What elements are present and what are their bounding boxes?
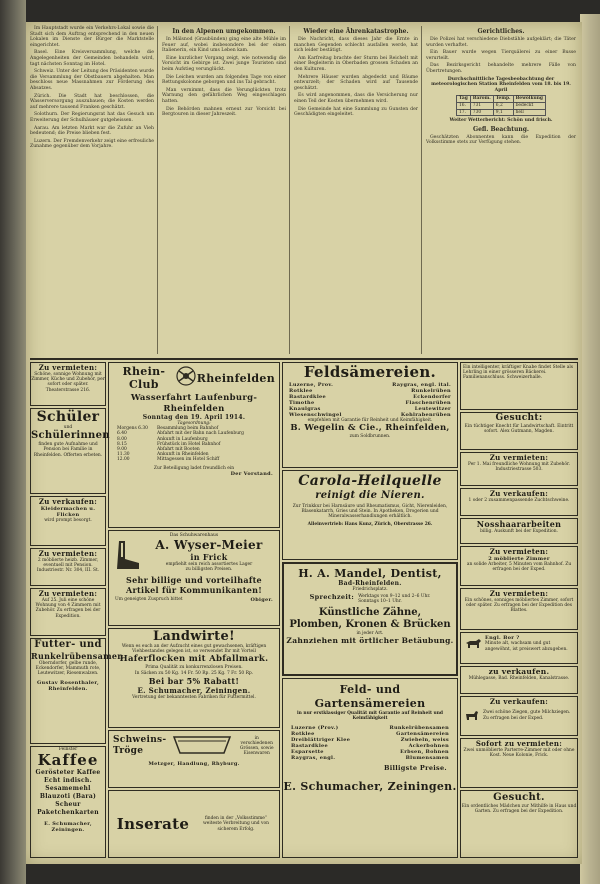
ad-text: wird prompt besorgt. [44,518,92,523]
schedule-time: Morgens 6.30 [117,426,148,432]
ad-vermieten-r3 [460,588,578,630]
trough-icon [172,733,232,759]
article-paragraph: In Mälsnod (Graubünden) ging eine alte Mühle im Feuer auf, wobei insbesondere bei der einen Italienerin, ein Kind ums Leben kam. [162,37,286,54]
article-column-3 [294,26,418,354]
column-divider [289,26,290,354]
ad-schueler [30,408,110,494]
ad-title: Kaffee [37,751,99,770]
ad-vermieten-1 [30,362,106,406]
weather-report: Weiter Wetterbericht: Schön und frisch. [449,118,553,124]
ad-kaffee [30,746,106,858]
ad-lehrling [460,362,578,410]
ad-text: empfehlen mit Garantie für Reinheit und Keimfähigkeit. [307,418,433,423]
ad-subtitle: 2 möblierte Zimmer [488,556,550,562]
ad-subtitle: und [63,425,73,430]
ad-text: Zwei unmöblierte Parterre-Zimmer mit oder ohne Kost. Neue Kolonie, Frick. [463,748,575,759]
ad-title: Rhein-Club [122,365,166,391]
ad-title: Zu vermieten: [38,549,98,558]
ad-title: Zu verkaufen: [38,497,98,506]
ad-text: Ein intelligenter, kräftiger Knabe findet Stelle als Lehrling in einer grösseren Bäckerei. Familienanschluss. Schweizerhalle. [463,365,574,381]
article-heading: Gefl. Beachtung. [472,125,530,133]
item-list [392,382,451,418]
newspaper-page [26,22,582,864]
table-cell: hell [513,109,545,116]
event-title: Wasserfahrt Laufenburg-Rheinfelden [130,393,258,414]
ad-vendor: E. Schumacher, Zeiningen. [137,685,251,695]
ad-text: Ein tüchtiger Knecht für Landwirtschaft. Eintritt sofort. Alex Gutmann, Magden. [464,424,574,435]
invitation-note: Zur Beteiligung ladet freundlich ein [153,465,235,471]
ad-line: Scheur Paketchenkarten [37,801,99,817]
ad-line: Blauzoti (Bara) [39,793,97,801]
table-header-row [457,96,546,103]
ad-vendor: E. Schumacher, Zeiningen. [283,780,457,794]
table-header-cell: Bewölkung [513,96,545,103]
ad-slogan: Sehr billige und vorteilhafte Artikel für Kommunikanten! [125,574,263,595]
ad-line: Echt indisch. Sesamemehl [44,777,92,793]
schedule-item: Besammlung beim Bahnhof [157,426,219,432]
ad-title: Gesucht: [495,413,543,423]
shoe-icon [113,539,143,571]
ad-text: billig. Auskunft bei der Expedition. [480,529,558,534]
book-spine [0,0,26,884]
weather-table-caption: Durchschnittliche Tagesbeobachtung der meteorologischen Station Rheinfelden vom 18. bis 19. April [431,76,571,93]
ad-vendor: E. Schumacher, Zeiningen. [44,821,92,834]
ad-mandel-dentist [282,562,458,676]
ad-verkaufen [30,496,106,546]
list-item: Raygras, engl. ital. [392,382,451,388]
ad-carola-heilquelle [282,470,458,560]
ad-title: Feld- und Gartensämereien [314,683,426,710]
schedule-time: 12.00 [117,457,130,463]
ad-text: Auf 25. Juli eine schöne Wohnung von 4 Zimmern mit Zubehör. Zu erfragen bei der Expedition. [35,598,101,619]
schedule-item: Frühstück im Hotel Bahnhof [157,441,221,447]
ad-text: Minute alt, wachsam und gut angewöhnt, ist preiswert abzugeben. [485,641,568,652]
hours-label: Sprechzeit: [309,593,355,602]
list-item: Bastardklee [291,743,328,750]
article-paragraph: Die Behörden mahnen erneut zur Vorsicht bei Bergtouren in dieser Jahreszeit. [162,106,286,118]
article-paragraph: Geschätzten Abonnenten kann die Expedition der Volksstimme stets zur Verfügung stehen. [426,134,576,146]
article-paragraph: Es wird angenommen, dass die Versicherung nur einen Teil der Kosten übernehmen wird. [294,93,418,104]
hours-value: Werktags von 9–12 und 2–6 Uhr. [358,594,431,600]
ad-text: Ein ordentliches Mädchen zur Mithilfe in Haus und Garten. Zu erfragen bei der Expedition. [461,804,577,815]
ad-line: Gerösteter Kaffee [35,769,101,777]
list-item: Zwiebeln, weiss [400,737,449,744]
ad-text: finden in der „Volksstimme“ weiteste Verbreitung und von sicherem Erfolg. [203,816,269,832]
ad-text: Zur Trinkkur bei Harnsäure und Rheumatismus, Gicht, Nierenleiden, Blasenkatarrh, Gries und Stein. In Apotheken, Drogerien und Mineralwasserhandlungen erhältlich. [292,504,448,520]
ad-title: Zu vermieten: [38,589,98,598]
ad-title: Zu vermieten: [489,453,549,462]
article-heading: Gerichtliches. [477,28,525,35]
article-paragraph: Schweiz. Unter der Leitung des Präsidenten wurde die Versammlung der Obstbauern abgehalten. Man beschloss neue Massnahmen zur Förderung des Absatzes. [30,69,154,91]
item-list [291,725,350,761]
ad-place: in Frick [190,552,228,563]
ad-discount: Bei bar 5% Rabatt! [148,675,240,686]
article-paragraph: Mehrere Häuser wurden abgedeckt und Bäume entwurzelt; der Schaden wird auf Tausende geschätzt. [294,74,418,91]
signature: Der Vorstand. [230,470,273,477]
ad-text: an solide Arbeiter, 5 Minuten vom Bahnhof. Zu erfragen bei der Exped. [466,562,572,573]
article-heading: Wieder eine Ährenkatastrophe. [303,28,409,35]
list-item: Erbsen, Bohnen [400,749,449,756]
ad-rhein-club [108,362,280,528]
signature: Obiger. [250,596,273,603]
schedule-time: 11.30 [117,452,130,458]
list-item: Luzerne (Prov.) [291,725,339,732]
ad-text: Wenn es euch an der Aufzucht eines gut gewachsenen, kräftigen Viehbestandes gelegen ist, so verwendet Ihr mit Vorteil [121,644,267,655]
ad-feld-garten [282,678,458,858]
ad-verkaufen-r2 [460,666,578,694]
ad-feldsamen [282,362,458,468]
ad-sofort-vermieten [460,738,578,788]
ad-text: Mühlegasse, Bad. Rheinfelden, Kanalstrasse. [468,676,570,681]
column-divider [421,26,422,354]
ad-text: in verschiedenen Grössen, sowie Eisenwaren [239,735,274,757]
article-paragraph: Im Hauptstadt wurde ein Verkehrs-Lokal sowie die Stadt sich dem Auftrag entsprechend in den neuen Lokalen im Dienste der Bürger die Marktstelle eingerichtet. [30,26,154,48]
ad-vermieten-r1 [460,452,578,486]
schedule-item: Mittagessen im Hotel Schiff [157,457,220,463]
article-column-1 [30,26,154,354]
article-paragraph: Zürich. Die Stadt hat beschlossen, die Wasserversorgung auszubauen; die Kosten werden auf mehrere tausend Franken geschätzt. [30,93,154,110]
article-paragraph: Aarau. Am letzten Markt war die Zufuhr an Vieh bedeutend; die Preise blieben fest. [30,125,154,137]
ad-vendor: Gustav Rosenthaler, Rheinfelden. [36,679,99,692]
list-item: Rotklee [291,731,315,738]
schedule-time: 6.40 [117,431,127,437]
ad-wyser-meier [108,530,280,626]
ad-text: Per 1. Mai freundliche Wohnung mit Zubehör. Industriestrasse 503. [467,462,571,473]
article-paragraph: Am Karfreitag brachte der Sturm bei Reichelt mit einer Begleiterin in Oberbaden grossen Schaden an den Kulturen. [294,55,418,72]
schedule-list [109,426,279,462]
ad-vermieten-3 [30,588,106,636]
ad-verkaufen-r3 [460,696,578,736]
list-item: Gartensämereien [396,731,449,738]
ad-footer: Billigste Preise. [383,764,447,773]
ad-text: Vertretung der bekanntesten Fabriken für Futtermittel. [132,694,256,700]
item-list [289,382,342,418]
ad-text: Friedrichsplatz. [352,587,388,592]
schedule-time: 8.00 [117,436,127,442]
list-item: Runkelrüben [411,388,451,394]
schedule-row [117,457,271,462]
ad-place: Bad-Rheinfelden. [338,580,402,587]
goat-icon [464,706,480,725]
ad-verkaufen-r1 [460,488,578,516]
ad-title: Zu vermieten: [489,547,549,556]
ad-title: zu verkaufen. [488,667,550,676]
dog-icon [464,634,482,653]
article-paragraph: Das Bezirksgericht behandelte mehrere Fälle von Übertretungen. [426,63,576,74]
section-divider [30,358,578,360]
article-column-4 [426,26,576,354]
ad-subtitle: in nur erstklassiger Qualität mit Garantie auf Reinheit und Keimfähigkeit [297,711,443,722]
ad-text: Schöne, sonnige Wohnung mit Zimmer, Küche und Zubehör, per sofort oder später. Theaterstrasse 216. [31,372,105,393]
ad-title: Zu verkaufen: [489,697,549,706]
ad-text: Zwei schöne Ziegen, gute Milchziegen. Zu erfragen bei der Exped. [483,710,571,721]
ad-pretitle: Feinster [58,747,78,752]
schedule-time: 8.15 [117,441,127,447]
article-paragraph: Die Gemeinde hat eine Sammlung zu Gunsten der Geschädigten eingeleitet. [294,106,418,118]
ad-title: Engl. Bor ? [485,635,520,642]
article-paragraph: Die Leichen wurden am folgenden Tage von einer Rettungskolonne geborgen und ins Tal gebracht. [162,74,286,86]
page-edge [580,14,600,884]
schedule-label: Tagesordnung: [177,421,211,426]
ad-title: Zu verkaufen: [489,489,549,498]
ad-title: Schülerinnen [31,430,110,442]
article-paragraph: Solothurn. Der Regierungsrat hat das Gesuch um Erweiterung der Schulhäuser gutgeheissen. [30,112,154,123]
ad-title: Schüler [36,409,100,425]
ad-inserate [108,790,280,858]
ad-text: finden gute Aufnahme und Pension bei Familie in Rheinfelden. Offerten erbeten. [33,442,103,458]
ad-text: zum Soldbrunnen. [349,434,391,440]
event-date: Sonntag den 19. April 1914. [142,414,246,421]
article-paragraph: Luzern. Der Fremdenverkehr zeigt eine erfreuliche Zunahme gegenüber dem Vorjahre. [30,138,154,150]
ad-text: 2 möblierte heizb. Zimmer, eventuell mit Pension. Industriestr. Nr. 304, III. St. [36,558,100,574]
list-item: Blumensamen [405,755,449,762]
schedule-item: Abfahrt mit der Bahn nach Laufenburg [157,431,244,437]
ad-title: Futter- und [34,639,102,650]
ad-service: Zahnziehen mit örtlicher Betäubung. [286,635,454,645]
list-item: Knaulgras [289,406,321,412]
list-item: Rotklee [289,388,313,394]
ad-prices: In Säcken zu 50 Kg. 14 Fr. 50 Rp. 25 Kg. 7 Fr. 50 Rp. [134,670,254,676]
ad-text: Kleidermachen u. Flicken [40,506,96,518]
column-divider [157,26,158,354]
article-paragraph: Die Nachricht, dass dieses Jahr die Ernte in manchen Gegenden schlecht ausfallen werde, hat sich leider bestätigt. [294,37,418,54]
list-item: Esparsette [291,749,324,756]
table-header-cell: Tag [457,96,471,103]
ad-engl-bor [460,632,578,664]
ad-service: Künstliche Zähne, [318,606,422,618]
article-heading: In den Alpenen umgekommen. [172,28,276,35]
article-paragraph: Ein Bauer wurde wegen Tierquälerei zu einer Busse verurteilt. [426,50,576,61]
table-cell: 16. [457,102,471,109]
schedule-item: Ankunft in Rheinfelden [157,452,209,458]
ad-footer: Alleinvertrieb: Hans Kunz, Zürich, Oberstrasse 26. [307,521,433,527]
ad-title: Sofort zu vermieten: [475,739,563,748]
table-row [457,109,546,116]
ad-text: 1 oder 2 zusammenpassende Zuchtschweine. [468,498,570,503]
ad-vendor: Metzger, Handlung, Rhyburg. [148,761,240,767]
table-header-cell: Temp. [493,96,513,103]
ad-text: zu billigsten Preisen. [185,567,233,573]
weather-table [456,95,546,116]
article-paragraph: Die Polizei hat verschiedene Diebstähle aufgeklärt; die Täter wurden verhaftet. [426,37,576,48]
club-emblem-icon [175,365,197,391]
list-item: Eckendorfer [413,394,451,400]
ad-title: H. A. Mandel, Dentist, [298,567,442,580]
table-row [457,102,546,109]
table-cell: bedeckt [513,102,545,109]
ad-title: Landwirte! [152,629,236,644]
ad-title: Inserate [116,815,190,833]
list-item: Ackerbohnen [408,743,449,750]
ad-title: Carola-Heilquelle [298,473,442,489]
table-cell: 17. [457,109,471,116]
ad-title: Gesucht. [493,792,545,803]
item-list [389,725,449,761]
ad-gesucht-1 [460,412,578,450]
list-item: Flaschenrüben [405,400,451,406]
table-cell: 6,2 [493,102,513,109]
article-paragraph: Man vernimmt, dass die Verunglückten trotz Warnung den gefährlichen Weg eingeschlagen hatten. [162,87,286,104]
ad-title: A. Wyser-Meier [155,538,263,553]
schedule-time: 9.00 [117,447,127,453]
ad-text: Oberndorfer, gelbe runde, Eckendorfer, Mammuth rote, Leutewitzer, Riesenwalzen. [35,661,101,677]
ad-service: Plomben, Kronen & Brücken [289,618,451,630]
list-item: Dreiblättriger Klee [291,737,351,744]
ad-title: Runkelrübensamen [31,651,124,661]
ad-subtitle: reinigt die Nieren. [315,490,425,501]
list-item: Timothe [289,400,315,406]
ad-text: empfiehlt sein reich assortiertes Lager [165,562,253,568]
ad-footer: Um geneigten Zuspruch bittet [115,596,183,602]
ad-title: Nosshaararbeiten [476,519,562,529]
list-item: Kohlrabenrüben [400,412,451,418]
ad-intro: Das Schuhwarenhaus [169,533,219,538]
ad-title: Schweins- [113,735,167,745]
ad-text: Ein schönes, sonniges möbliertes Zimmer, sofort oder später. Zu erfragen bei der Expedition des Blattes. [464,598,574,614]
table-cell: 730 [470,109,493,116]
ad-title: Zu vermieten: [489,589,549,598]
table-cell: 731 [470,102,493,109]
ad-title: Rheinfelden [196,371,275,385]
ad-title: Zu vermieten: [38,363,98,372]
table-header-cell: Barom. [470,96,493,103]
ad-vermieten-r2 [460,546,578,586]
list-item: Raygras, engl. [291,755,336,762]
ad-text: in jeder Art. [356,630,384,636]
table-cell: 9,1 [493,109,513,116]
ad-title: Tröge [113,746,144,756]
ad-landwirte [108,628,280,728]
list-item: Runkelrübensamen [389,725,449,732]
schedule-item: Ankunft in Laufenburg [157,436,208,442]
ad-schweinstroege [108,730,280,788]
ad-vermieten-2 [30,548,106,586]
ad-futter-runkel [30,638,124,744]
ad-vendor: B. Wegelin & Cie., Rheinfelden, [290,423,450,434]
article-paragraph: Basel. Eine Kreisversammlung, welche die Angelegenheiten der Gemeinden behandeln wird, tagt nächsten Sonntag im Hotel. [30,50,154,67]
ad-product: Haferflocken mit Abfallmark. [119,654,269,665]
ad-title: Feldsämereien. [303,363,437,381]
ad-nosshaar [460,518,578,544]
ad-text: Prima Qualität zu konkurrenzlosen Preisen. [145,665,243,671]
list-item: Wiesenschwingel [289,412,342,418]
list-item: Bastardklee [289,394,326,400]
article-column-2 [162,26,286,354]
hours-value: Sonntags 10–1 Uhr. [358,599,402,605]
list-item: Leutewitzer [414,406,451,412]
list-item: Luzerne, Prov. [289,382,334,388]
ad-gesucht-2 [460,790,578,858]
schedule-item: Abfahrt mit Booten [157,447,200,453]
article-paragraph: Eine kurzlicher Vorgang zeigt, wie notwendig die Vorsicht im Gebirge ist. Zwei junge Touristen sind beim Aufstieg verunglückt. [162,55,286,72]
